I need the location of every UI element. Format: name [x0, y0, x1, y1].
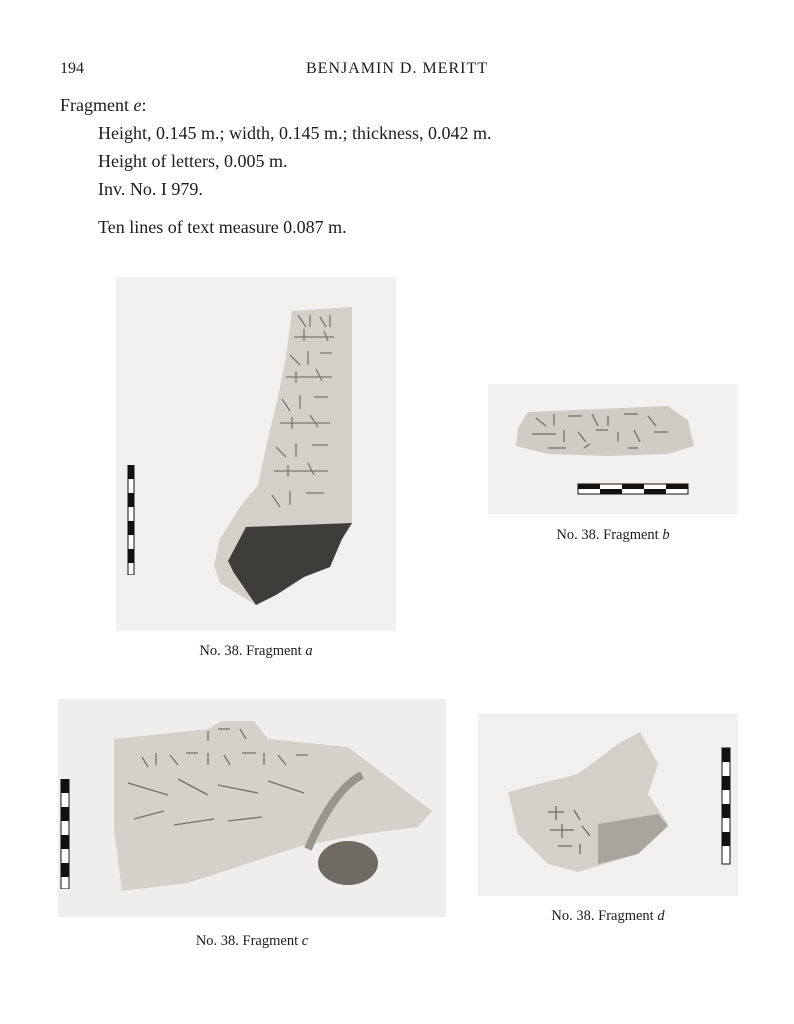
photo-fragment-b	[488, 384, 738, 514]
caption-fragment-c-letter: c	[301, 933, 309, 949]
dimensions-line: Height, 0.145 m.; width, 0.145 m.; thickness, 0.042 m.	[98, 123, 492, 143]
fragment-e-label: Fragment	[60, 95, 134, 115]
text-measure-line: Ten lines of text measure 0.087 m.	[98, 217, 347, 237]
fragment-e-suffix: :	[141, 95, 147, 115]
caption-fragment-d-letter: d	[657, 908, 665, 924]
inventory-line: Inv. No. I 979.	[98, 179, 203, 199]
caption-fragment-d-prefix: No. 38. Fragment	[551, 908, 658, 924]
page-number: 194	[60, 60, 84, 77]
caption-fragment-a-prefix: No. 38. Fragment	[199, 643, 306, 659]
caption-fragment-a-letter: a	[305, 643, 313, 659]
caption-fragment-c	[58, 933, 446, 950]
fragment-e-letter: e	[133, 95, 142, 115]
letter-height-line: Height of letters, 0.005 m.	[98, 151, 288, 171]
photo-fragment-c	[58, 699, 446, 917]
photo-fragment-d	[478, 714, 738, 896]
photo-fragment-a	[116, 277, 396, 631]
running-title: BENJAMIN D. MERITT	[306, 60, 488, 77]
caption-fragment-b-letter: b	[662, 527, 670, 543]
fragment-e-heading	[60, 95, 147, 116]
caption-fragment-b	[488, 527, 738, 544]
caption-fragment-b-prefix: No. 38. Fragment	[556, 527, 663, 543]
caption-fragment-c-prefix: No. 38. Fragment	[195, 933, 302, 949]
caption-fragment-a	[116, 643, 396, 660]
caption-fragment-d	[478, 908, 738, 925]
